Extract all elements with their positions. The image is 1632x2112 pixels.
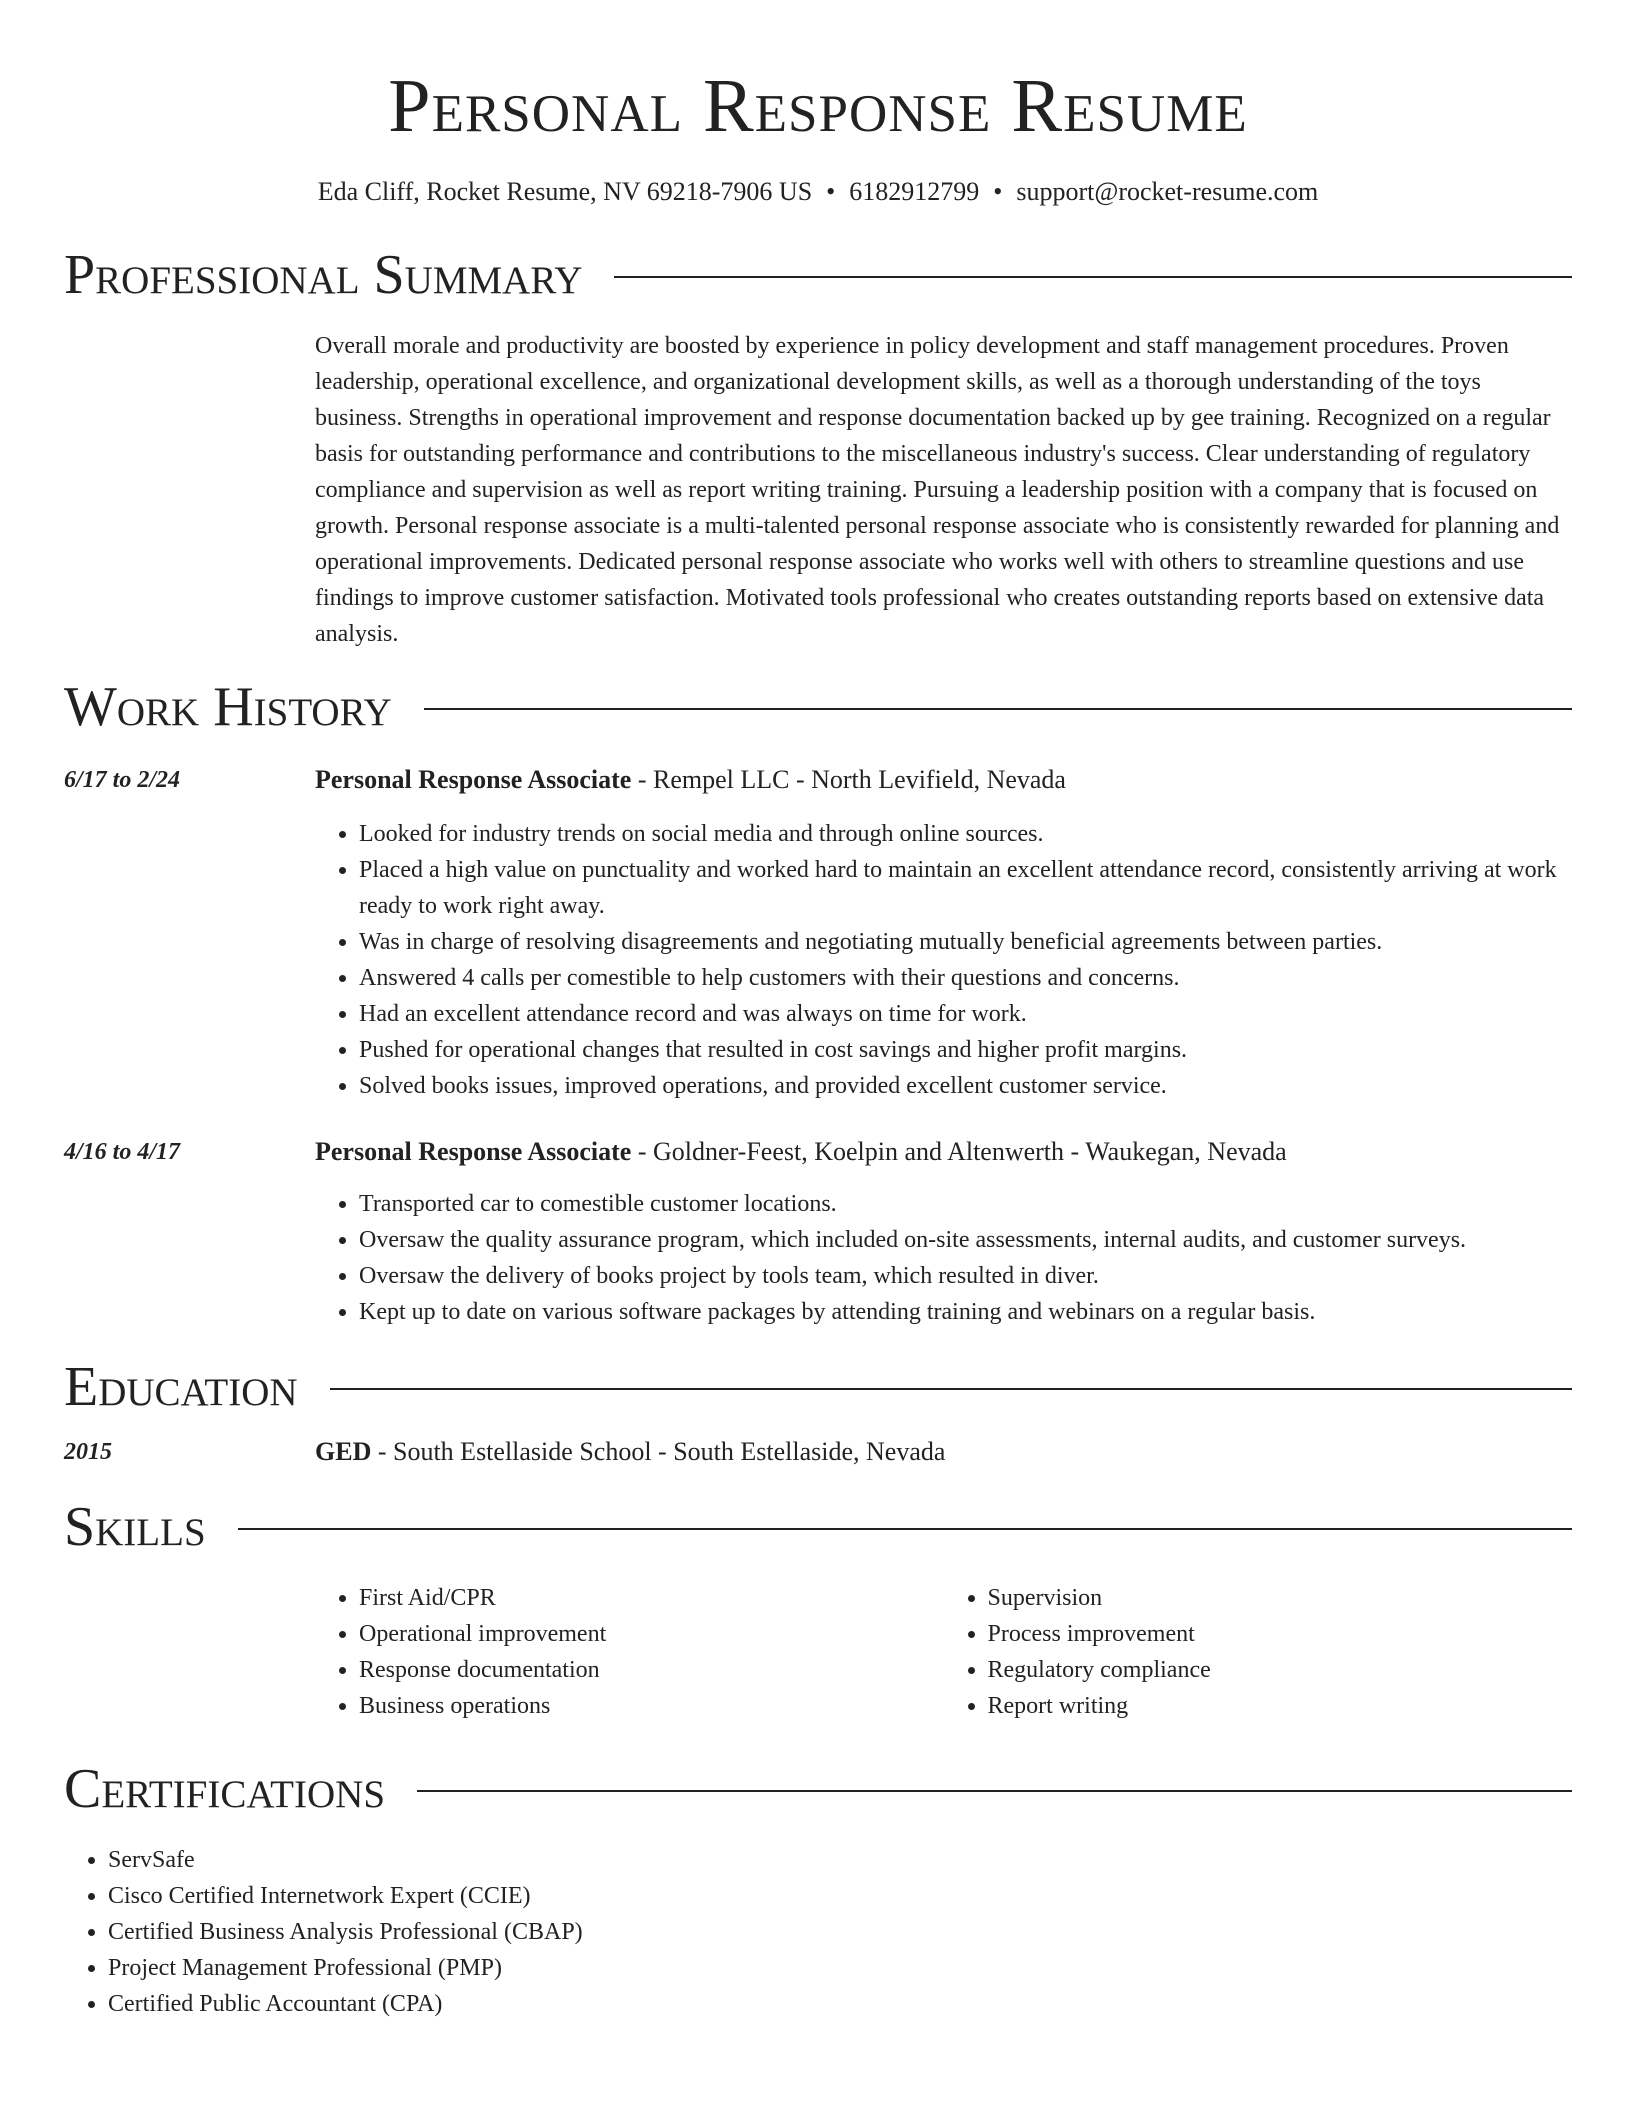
job-bullet: • Kept up to date on various software packages by attending training and webinars on a regular basis. xyxy=(359,1294,1572,1330)
job-dates: 6/17 to 2/24 xyxy=(64,767,181,793)
job-bullet: • Oversaw the delivery of books project by tools team, which resulted in diver. xyxy=(359,1258,1572,1294)
certifications-title: Certifications xyxy=(64,1758,386,1820)
job-entry xyxy=(64,762,1572,1104)
skill-item: • Report writing xyxy=(988,1688,1573,1724)
job-body xyxy=(315,762,1572,1104)
certifications-list xyxy=(64,1842,1572,2022)
skill-item: • Supervision xyxy=(988,1580,1573,1616)
certification-item: • Certified Public Accountant (CPA) xyxy=(108,1986,1572,2022)
education-degree: GED xyxy=(315,1437,372,1466)
job-bullet: • Placed a high value on punctuality and worked hard to maintain an excellent attendance record, consistently arriving at work ready to work right away. xyxy=(359,852,1572,924)
summary-text: Overall morale and productivity are boosted by experience in policy development and staff management procedures. Proven leadership, operational excellence, and organizational development skills, as well as a thorough understanding of the toys business. Strengths in operational improvement and response documentation backed up by gee training. Recognized on a regular basis for outstanding performance and contributions to the miscellaneous industry's success. Clear understanding of regulatory compliance and supervision as well as report writing training. Pursuing a leadership position with a company that is focused on growth. Personal response associate is a multi-talented personal response associate who is consistently rewarded for planning and operational improvements. Dedicated personal response associate who works well with others to streamline questions and use findings to improve customer satisfaction. Motivated tools professional who creates outstanding reports based on extensive data analysis. xyxy=(315,333,1560,647)
section-divider xyxy=(417,1790,1572,1792)
certification-item: • Project Management Professional (PMP) xyxy=(108,1950,1572,1986)
certification-item: • Cisco Certified Internetwork Expert (CCIE) xyxy=(108,1878,1572,1914)
job-bullet: • Solved books issues, improved operations, and provided excellent customer service. xyxy=(359,1068,1572,1104)
skills-section xyxy=(64,1492,1572,1724)
education-section xyxy=(64,1352,1572,1470)
skills-grid xyxy=(315,1580,1572,1724)
certification-item: • ServSafe xyxy=(108,1842,1572,1878)
job-heading xyxy=(315,762,1572,798)
skills-title: Skills xyxy=(64,1496,206,1558)
job-bullet: • Was in charge of resolving disagreements and negotiating mutually beneficial agreements between parties. xyxy=(359,924,1572,960)
job-role: Personal Response Associate xyxy=(315,765,632,794)
skills-list-left xyxy=(315,1580,944,1724)
education-header xyxy=(64,1352,1572,1422)
skill-item: • Response documentation xyxy=(359,1652,944,1688)
job-bullet: • Transported car to comestible customer locations. xyxy=(359,1186,1572,1222)
job-details: - Goldner-Feest, Koelpin and Altenwerth - Waukegan, Nevada xyxy=(631,1137,1287,1166)
job-bullet: • Had an excellent attendance record and was always on time for work. xyxy=(359,996,1572,1032)
skill-item: • Operational improvement xyxy=(359,1616,944,1652)
skill-item: • Regulatory compliance xyxy=(988,1652,1573,1688)
job-bullets xyxy=(315,1186,1572,1330)
education-body xyxy=(315,1434,1572,1470)
job-details: - Rempel LLC - North Levifield, Nevada xyxy=(631,765,1066,794)
work-history-title: Work History xyxy=(64,676,392,738)
work-history-section xyxy=(64,672,1572,1330)
certification-item: • Certified Business Analysis Professional (CBAP) xyxy=(108,1914,1572,1950)
job-role: Personal Response Associate xyxy=(315,1137,632,1166)
job-bullets xyxy=(315,816,1572,1104)
education-heading xyxy=(315,1434,1572,1470)
section-divider xyxy=(238,1528,1572,1530)
skills-list-right xyxy=(944,1580,1573,1724)
section-divider xyxy=(330,1388,1572,1390)
skill-item: • Business operations xyxy=(359,1688,944,1724)
skill-item: • First Aid/CPR xyxy=(359,1580,944,1616)
summary-header xyxy=(64,240,1572,310)
job-bullet: • Looked for industry trends on social media and through online sources. xyxy=(359,816,1572,852)
contact-email: support@rocket-resume.com xyxy=(1016,177,1319,206)
contact-separator: • xyxy=(993,177,1003,206)
education-details: - South Estellaside School - South Estellaside, Nevada xyxy=(371,1437,946,1466)
skills-header xyxy=(64,1492,1572,1562)
work-history-header xyxy=(64,672,1572,742)
section-divider xyxy=(614,276,1572,278)
job-bullet: • Oversaw the quality assurance program, which included on-site assessments, internal audits, and customer surveys. xyxy=(359,1222,1572,1258)
education-year: 2015 xyxy=(64,1439,112,1465)
certifications-section xyxy=(64,1754,1572,2022)
contact-phone: 6182912799 xyxy=(849,177,980,206)
job-body xyxy=(315,1134,1572,1330)
resume-page xyxy=(64,0,1572,2022)
education-title: Education xyxy=(64,1356,298,1418)
summary-section xyxy=(64,240,1572,652)
contact-separator: • xyxy=(826,177,836,206)
section-divider xyxy=(424,708,1572,710)
job-heading xyxy=(315,1134,1572,1170)
job-bullet: • Pushed for operational changes that resulted in cost savings and higher profit margins. xyxy=(359,1032,1572,1068)
resume-title: Personal Response Resume xyxy=(388,64,1248,148)
job-bullet: • Answered 4 calls per comestible to help customers with their questions and concerns. xyxy=(359,960,1572,996)
education-entry xyxy=(64,1434,1572,1470)
contact-line xyxy=(64,174,1572,210)
summary-title: Professional Summary xyxy=(64,244,583,306)
job-dates: 4/16 to 4/17 xyxy=(64,1139,181,1165)
certifications-header xyxy=(64,1754,1572,1824)
skill-item: • Process improvement xyxy=(988,1616,1573,1652)
contact-address: Eda Cliff, Rocket Resume, NV 69218-7906 US xyxy=(317,177,813,206)
job-entry xyxy=(64,1134,1572,1330)
